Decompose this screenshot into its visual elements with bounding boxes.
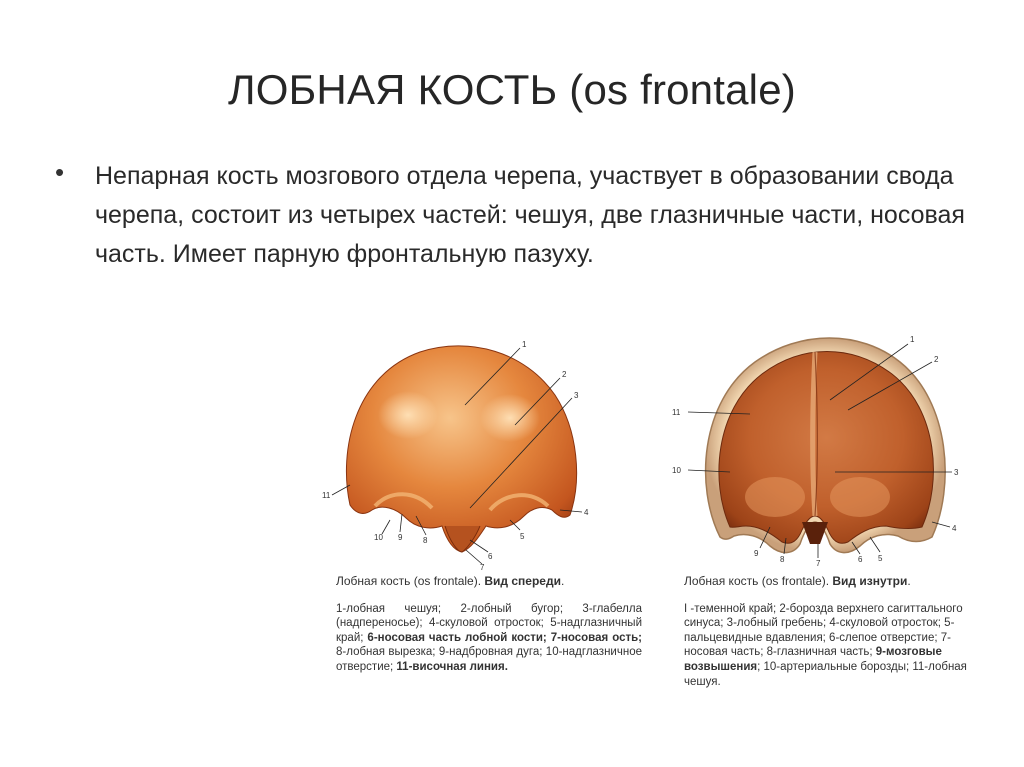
inner-label-5: 5	[878, 554, 883, 563]
front-caption-text: 1-лобная чешуя; 2-лобный бугор; 3-глабелла (надпереносье); 4-скуловой отросток; 5-надглазничный край; 6-носовая часть лобной кости; 7-носовая ость; 8-лобная вырезка; 9-надбровная дуга; 10-надглазничное отверстие; 11-височная линия.	[336, 602, 642, 673]
inner-label-10: 10	[672, 466, 681, 475]
inner-label-6: 6	[858, 555, 863, 564]
front-label-9: 9	[398, 533, 403, 542]
frontal-bone-inner-view-image	[670, 322, 965, 567]
inner-label-8: 8	[780, 555, 785, 564]
inner-caption-title: Лобная кость (os frontale). Вид изнутри.	[684, 574, 911, 588]
inner-label-11: 11	[672, 408, 681, 417]
front-label-5: 5	[520, 532, 525, 541]
front-view-caption	[336, 574, 642, 675]
front-label-8: 8	[423, 536, 428, 545]
front-label-10: 10	[374, 533, 383, 542]
front-label-7: 7	[480, 563, 485, 570]
inner-label-1: 1	[910, 335, 915, 344]
inner-label-2: 2	[934, 355, 939, 364]
front-label-11: 11	[322, 491, 331, 500]
inner-label-3: 3	[954, 468, 959, 477]
slide-title: ЛОБНАЯ КОСТЬ (os frontale)	[228, 66, 796, 113]
inner-label-7: 7	[816, 559, 821, 567]
inner-view-caption	[684, 574, 970, 689]
bullet-text: Непарная кость мозгового отдела черепа, участвует в образовании свода черепа, состоит из четырех частей: чешуя, две глазничные части, носовая часть. Имеет парную фронтальную пазуху.	[95, 162, 965, 268]
bullet-marker: •	[55, 157, 65, 187]
front-label-1: 1	[522, 340, 527, 349]
inner-label-9: 9	[754, 549, 759, 558]
front-caption-title: Лобная кость (os frontale). Вид спереди.	[336, 574, 565, 588]
front-label-4: 4	[584, 508, 589, 517]
inner-label-4: 4	[952, 524, 957, 533]
front-label-2: 2	[562, 370, 567, 379]
frontal-bone-front-view-image	[320, 330, 590, 570]
front-label-6: 6	[488, 552, 493, 561]
front-label-3: 3	[574, 391, 579, 400]
inner-caption-text: I -теменной край; 2-борозда верхнего сагиттального синуса; 3-лобный гребень; 4-скуловой отросток; 5-пальцевидные вдавления; 6-слепое отверстие; 7-носовая часть; 8-глазничная часть; 9-мозговые возвышения; 10-артериальные борозды; 11-лобная чешуя.	[684, 602, 967, 688]
